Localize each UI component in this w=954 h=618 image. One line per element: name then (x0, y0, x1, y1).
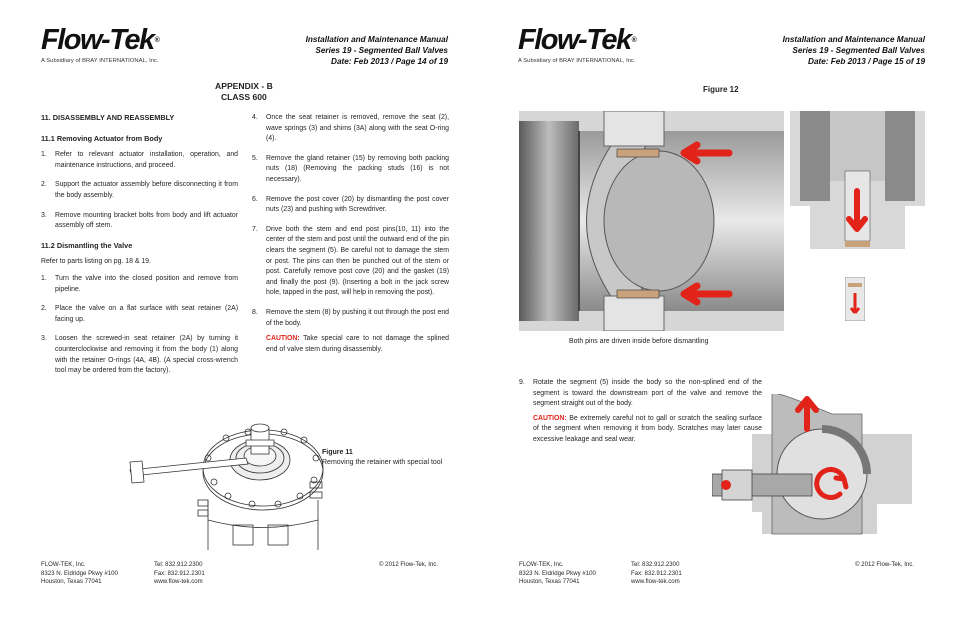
list-item: 4. Once the seat retainer is removed, remove the seat (2), wave springs (3) and shims (3A) along with the seat O-ring (4). (252, 114, 449, 143)
text-column-left (41, 113, 238, 386)
footer-address: FLOW-TEK, Inc. 8323 N. Eldridge Pkwy #100 Houston, Texas 77041 (519, 561, 596, 586)
page-15 (477, 0, 954, 618)
figure-12-pin-detail (845, 277, 865, 321)
caution-note: CAUTION: Take special care to not damage the splined end of valve stem during disassembly. (266, 335, 449, 353)
logo-subsidiary: A Subsidiary of BRAY INTERNATIONAL, Inc. (41, 58, 159, 64)
text-column-right (252, 113, 449, 364)
manual-title: Installation and Maintenance Manual (305, 35, 448, 44)
list-item: 2. Place the valve on a flat surface with seat retainer (2A) facing up. (41, 305, 238, 323)
document-header (783, 34, 925, 67)
subsection-title: 11.1 Removing Actuator from Body (41, 133, 163, 143)
segment-removal-illustration (712, 394, 922, 544)
list-item: 9. Rotate the segment (5) inside the body so the non-splined end of the segment is toward the downstream port of the valve and remove the segment straight out of the body. (519, 379, 762, 408)
caution-label: CAUTION: (266, 335, 300, 343)
figure-12-stem-view (790, 111, 925, 249)
flowtek-logo (518, 26, 637, 64)
logo-wordmark: Flow-Tek® (41, 24, 160, 56)
appendix-title: APPENDIX - B (215, 81, 273, 91)
intro-text: Refer to parts listing on pg. 18 & 19. (41, 258, 151, 266)
figure-12-caption: Both pins are driven inside before dismantling (569, 338, 709, 345)
figure-11-caption (322, 448, 442, 468)
logo-wordmark: Flow-Tek® (518, 24, 637, 56)
list-item: 1. Refer to relevant actuator installation, operation, and maintenance instructions, and proceed. (41, 151, 238, 169)
figure-12-label: Figure 12 (703, 85, 739, 94)
footer-copyright: © 2012 Flow-Tek, Inc. (855, 561, 915, 568)
document-header (306, 34, 448, 67)
list-item: 2. Support the actuator assembly before disconnecting it from the body assembly. (41, 181, 238, 199)
figure-12-valve-cross-section (519, 111, 784, 331)
section-title: 11. DISASSEMBLY AND REASSEMBLY (41, 113, 175, 122)
page-date: Date: Feb 2013 / Page 14 of 19 (331, 57, 448, 66)
list-item: 8. Remove the stem (8) by pushing it out through the post end of the body. (252, 308, 449, 327)
footer-contact: Tel: 832.912.2300 Fax: 832.912.2301 www.flow-tek.com (631, 561, 682, 586)
figure-11-label: Figure 11 (322, 449, 353, 456)
footer-address: FLOW-TEK, Inc. 8323 N. Eldridge Pkwy #100 Houston, Texas 77041 (41, 561, 118, 586)
manual-title: Installation and Maintenance Manual (782, 35, 925, 44)
list-item: 6. Remove the post cover (20) by dismantling the post cover nuts (23) and pushing with Screwdriver. (252, 195, 449, 214)
list-item: 3. Loosen the screwed-in seat retainer (2A) by turning it counterclockwise and removing it from the body (1) along with the retainer O-rings (4A, 4B). (A special cross-wrench tool may be ordered from the factory). (41, 335, 238, 375)
caution-label: CAUTION: (533, 414, 567, 422)
caution-note: CAUTION: Be extremely careful not to gall or scratch the sealing surface of the segment when removing it from body. Scratches may later cause excessive leakage and seal wear. (533, 414, 762, 443)
logo-subsidiary: A Subsidiary of BRAY INTERNATIONAL, Inc. (518, 58, 636, 64)
website-link[interactable]: www.flow-tek.com (631, 578, 680, 586)
list-item: 1. Turn the valve into the closed position and remove from pipeline. (41, 274, 238, 293)
subsection-title: 11.2 Dismantling the Valve (41, 240, 133, 250)
website-link[interactable]: www.flow-tek.com (154, 578, 203, 586)
figure-11-valve-illustration (128, 400, 326, 550)
list-item: 3. Remove mounting bracket bolts from body and lift actuator assembly off stem. (41, 211, 238, 230)
flowtek-logo (41, 26, 160, 64)
list-item: 7. Drive both the stem and end post pins(10, 11) into the center of the stem and post until the outward end of the pin clears the segment (5). Be careful not to damage the stem or post. The pins can then be punched out of the stem or post. Carefully remove post cove (20) and the gasket (19) and finally the post (9). (Inserting a bolt in the jack screw hole, tapped in the post, will help in removing the post). (252, 225, 449, 297)
list-item: 5. Remove the gland retainer (15) by removing both packing nuts (18) (Removing the packing studs (16) is not necessary). (252, 154, 449, 183)
page-date: Date: Feb 2013 / Page 15 of 19 (808, 57, 925, 66)
appendix-subtitle: CLASS 600 (220, 92, 267, 102)
appendix-heading (215, 81, 273, 103)
footer-contact: Tel: 832.912.2300 Fax: 832.912.2301 www.flow-tek.com (154, 561, 205, 586)
figure-11-text: Removing the retainer with special tool (322, 459, 443, 466)
series-title: Series 19 - Segmented Ball Valves (315, 46, 448, 55)
series-title: Series 19 - Segmented Ball Valves (792, 46, 925, 55)
footer-copyright: © 2012 Flow-Tek, Inc. (379, 561, 439, 568)
